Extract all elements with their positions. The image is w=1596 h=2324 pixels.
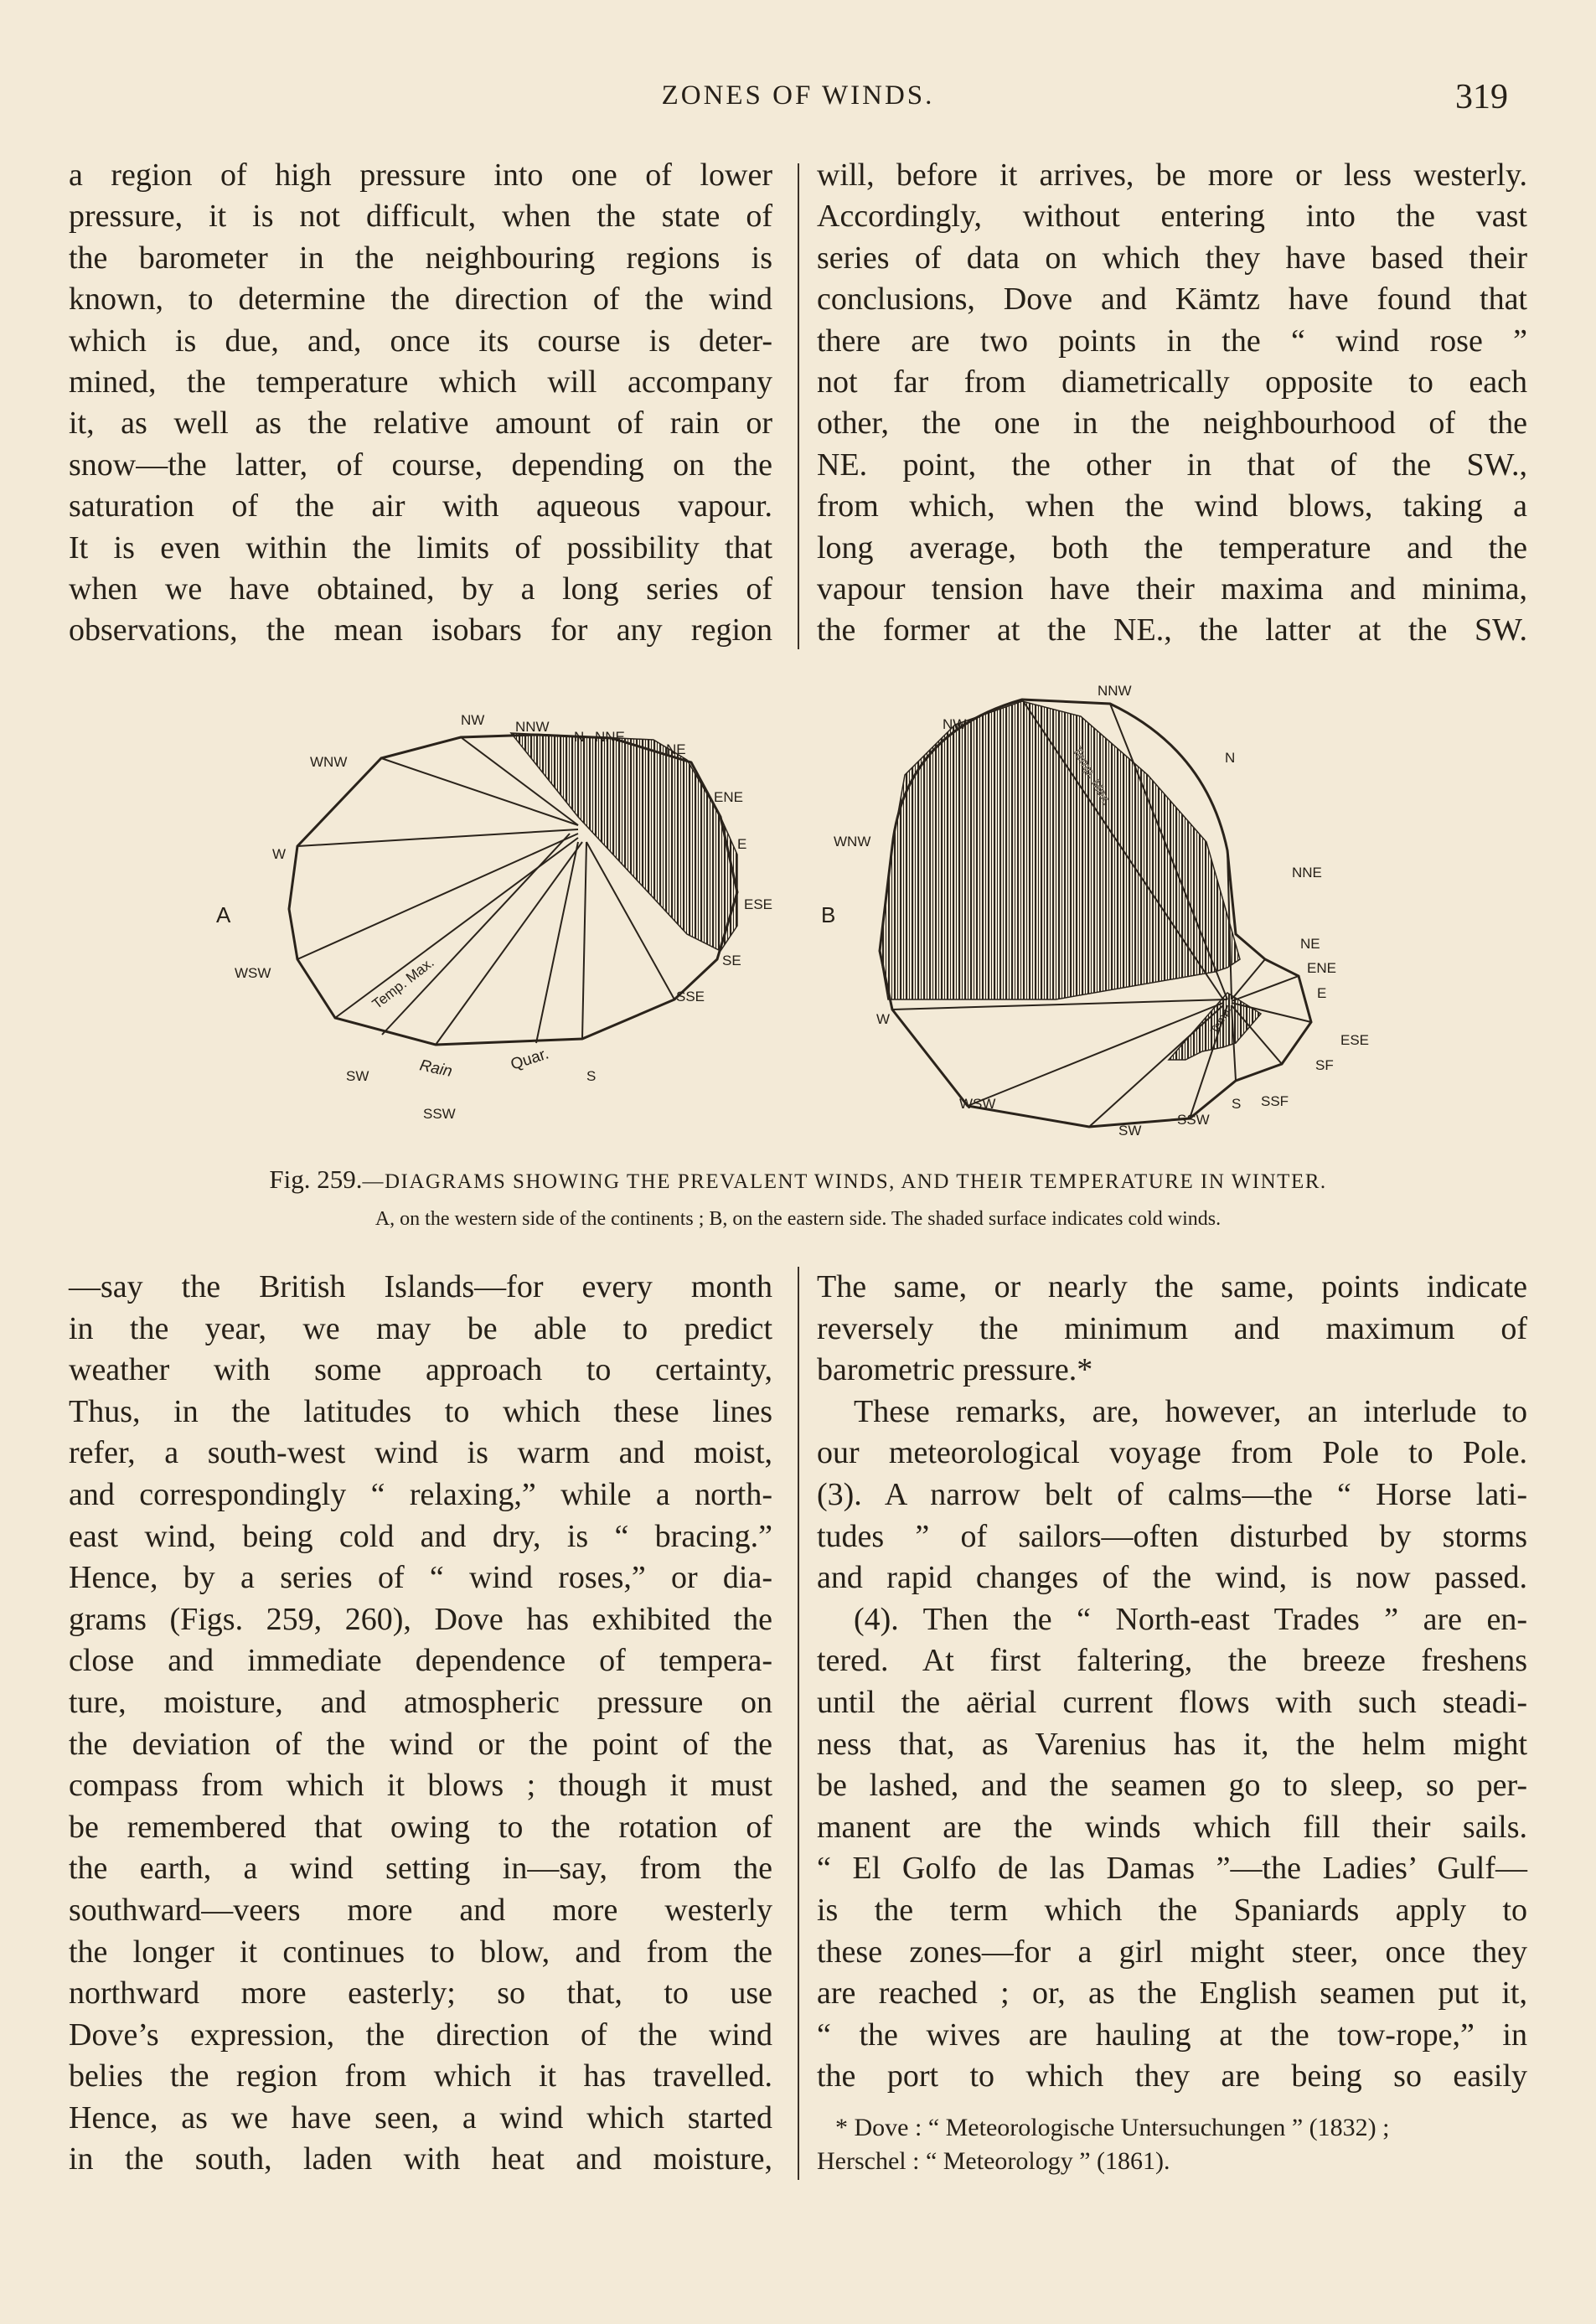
text-line: a region of high pressure into one of lower <box>69 158 772 193</box>
wind-rose-a <box>216 712 772 1122</box>
text-line: compass from which it blows ; though it must <box>69 1768 772 1804</box>
text-line: These remarks, are, however, an interlude to <box>854 1393 1527 1429</box>
compass-label: SSW <box>1177 1112 1210 1128</box>
text-line: Hence, by a series of “ wind roses,” or dia- <box>69 1560 772 1596</box>
bottom-right-column <box>817 1267 1527 2098</box>
header-title: ZONES OF WINDS. <box>661 80 935 111</box>
text-line: Hence, as we have seen, a wind which started <box>69 2099 772 2135</box>
compass-label: WSW <box>959 1096 996 1112</box>
text-line: reversely the minimum and maximum of <box>817 1310 1527 1346</box>
text-line: the earth, a wind setting in—say, from the <box>69 1851 772 1887</box>
compass-label: NW <box>461 712 485 728</box>
text-line: will, before it arrives, be more or less westerly. <box>817 158 1527 193</box>
text-line: until the aërial current flows with such steadi- <box>817 1684 1527 1720</box>
compass-label: N <box>1225 750 1236 766</box>
compass-label: WNW <box>310 754 348 770</box>
compass-label: SSE <box>676 989 705 1004</box>
text-line: —say the British Islands—for every month <box>69 1269 772 1304</box>
text-line: refer, a south-west wind is warm and moist, <box>69 1435 772 1471</box>
text-line: in the year, we may be able to predict <box>69 1310 772 1346</box>
text-line: the longer it continues to blow, and from the <box>69 1934 772 1970</box>
annotation-temp-max-a: Temp. Max. <box>369 954 437 1013</box>
compass-label: SF <box>1315 1057 1334 1073</box>
top-right-column <box>817 155 1527 652</box>
top-left-column <box>69 155 772 652</box>
text-line: (4). Then the “ North-east Trades ” are en- <box>854 1601 1527 1637</box>
text-line: manent are the winds which fill their sails. <box>817 1809 1527 1845</box>
text-line: known, to determine the direction of the wind <box>69 281 772 318</box>
text-line: is the term which the Spaniards apply to <box>817 1892 1527 1928</box>
text-line: conclusions, Dove and Kämtz have found that <box>817 281 1527 318</box>
compass-label: NNE <box>595 729 625 745</box>
text-line: other, the one in the neighbourhood of the <box>817 405 1527 442</box>
compass-label: ESE <box>1340 1032 1370 1048</box>
annotation-rain: Rain <box>417 1056 454 1082</box>
figure-subtitle: A, on the western side of the continents ; B, on the eastern side. The shaded surface indicates cold winds. <box>374 1208 1222 1230</box>
compass-label: S <box>1232 1096 1242 1112</box>
text-line: “ El Golfo de las Damas ”—the Ladies’ Gulf— <box>817 1851 1527 1887</box>
text-line: saturation of the air with aqueous vapour. <box>69 488 772 524</box>
wind-rose-figure <box>184 683 1424 1152</box>
text-line: barometric pressure.* <box>817 1352 1093 1388</box>
compass-label: SSW <box>423 1106 456 1122</box>
text-line: tudes ” of sailors—often disturbed by storms <box>817 1518 1527 1554</box>
text-line: not far from diametrically opposite to each <box>817 364 1527 400</box>
text-line: The same, or nearly the same, points indicate <box>817 1269 1527 1304</box>
cold-sector-b <box>880 701 1240 999</box>
text-line: which is due, and, once its course is deter- <box>69 323 772 359</box>
compass-label: ENE <box>1307 960 1336 976</box>
compass-label: NE <box>666 741 686 757</box>
text-line: Thus, in the latitudes to which these lines <box>69 1393 772 1429</box>
compass-label: SE <box>722 953 741 968</box>
text-line: and correspondingly “ relaxing,” while a north- <box>69 1476 772 1512</box>
compass-label: E <box>1317 985 1327 1001</box>
text-line: tered. At first faltering, the breeze freshens <box>817 1643 1527 1679</box>
text-line: series of data on which they have based their <box>817 240 1527 276</box>
compass-label: W <box>876 1011 891 1027</box>
compass-label: SW <box>1118 1123 1142 1139</box>
compass-label: S <box>586 1068 597 1084</box>
page-number: 319 <box>1455 78 1508 116</box>
compass-label: NNE <box>1292 865 1322 881</box>
text-line: northward more easterly; so that, to use <box>69 1975 772 2012</box>
column-divider <box>798 1267 799 2180</box>
text-line: and rapid changes of the wind, is now passed. <box>817 1560 1527 1596</box>
text-line: in the south, laden with heat and moisture, <box>69 2141 772 2177</box>
figure-title: —DIAGRAMS SHOWING THE PREVALENT WINDS, AND THEIR TEMPERATURE IN WINTER. <box>362 1170 1327 1193</box>
text-line: there are two points in the “ wind rose ” <box>817 323 1527 359</box>
wind-rose-b <box>821 683 1369 1139</box>
text-line: the deviation of the wind or the point of the <box>69 1726 772 1762</box>
text-line: it, as well as the relative amount of rain or <box>69 405 772 442</box>
text-line: be lashed, and the seamen go to sleep, so per- <box>817 1768 1527 1804</box>
text-line: our meteorological voyage from Pole to Pole. <box>817 1435 1527 1471</box>
text-line: ness that, as Varenius has it, the helm might <box>817 1726 1527 1762</box>
cold-sector-a <box>511 733 737 951</box>
compass-label: NE <box>1300 936 1320 952</box>
text-line: these zones—for a girl might steer, once they <box>817 1934 1527 1970</box>
compass-label: SW <box>346 1068 369 1084</box>
text-line: It is even within the limits of possibility that <box>69 529 772 566</box>
text-line: snow—the latter, of course, depending on the <box>69 447 772 483</box>
label-letter-b: B <box>821 902 836 927</box>
text-line: NE. point, the other in that of the SW., <box>817 447 1527 483</box>
compass-label: NNW <box>515 719 550 735</box>
compass-label: N <box>574 729 585 745</box>
text-line: ture, moisture, and atmospheric pressure on <box>69 1684 772 1720</box>
compass-label: ESE <box>744 896 773 912</box>
text-line: long average, both the temperature and the <box>817 529 1527 566</box>
annotation-temp-max-b: Temp. Max. <box>1069 744 1115 808</box>
text-line: the port to which they are being so easily <box>817 2058 1527 2094</box>
text-line: vapour tension have their maxima and minima, <box>817 571 1527 607</box>
text-line: Accordingly, without entering into the vast <box>817 199 1527 235</box>
compass-label: WNW <box>834 834 871 850</box>
compass-label: SSF <box>1261 1093 1289 1109</box>
text-line: pressure, it is not difficult, when the state of <box>69 199 772 235</box>
compass-label: E <box>737 836 747 852</box>
compass-label: NNW <box>1098 683 1132 699</box>
compass-label: W <box>272 846 287 862</box>
footnote-line: * Dove : “ Meteorologische Untersuchungen ” (1832) ; <box>835 2114 1390 2141</box>
text-line: (3). A narrow belt of calms—the “ Horse lati- <box>817 1476 1527 1512</box>
text-line: from which, when the wind blows, taking a <box>817 488 1527 524</box>
bottom-left-column <box>69 1267 772 2181</box>
text-line: weather with some approach to certainty, <box>69 1352 772 1388</box>
label-letter-a: A <box>216 902 231 927</box>
text-line: belies the region from which it has travelled. <box>69 2058 772 2094</box>
compass-label: WSW <box>235 965 271 981</box>
text-line: the barometer in the neighbouring regions is <box>69 240 772 276</box>
column-divider <box>798 163 799 649</box>
text-line: the former at the NE., the latter at the SW. <box>817 612 1527 648</box>
compass-label: ENE <box>714 789 743 805</box>
text-line: Dove’s expression, the direction of the wind <box>69 2017 772 2053</box>
annotation-quar: Quar. <box>509 1045 551 1074</box>
text-line: when we have obtained, by a long series of <box>69 571 772 607</box>
text-line: mined, the temperature which will accompany <box>69 364 772 400</box>
text-line: are reached ; or, as the English seamen put it, <box>817 1975 1527 2012</box>
footnote-line: Herschel : “ Meteorology ” (1861). <box>817 2147 1170 2175</box>
compass-label: NW <box>943 716 967 732</box>
text-line: close and immediate dependence of tempera- <box>69 1643 772 1679</box>
figure-label: Fig. 259. <box>269 1165 363 1194</box>
text-line: “ the wives are hauling at the tow-rope,” in <box>817 2017 1527 2053</box>
text-line: east wind, being cold and dry, is “ bracing.” <box>69 1518 772 1554</box>
text-line: be remembered that owing to the rotation of <box>69 1809 772 1845</box>
text-line: observations, the mean isobars for any region <box>69 612 772 648</box>
figure-caption <box>0 1165 1596 1195</box>
text-line: southward—veers more and more westerly <box>69 1892 772 1928</box>
footnote <box>817 2111 1527 2178</box>
annotation-temp-b: Temp. <box>1207 1004 1234 1036</box>
text-line: grams (Figs. 259, 260), Dove has exhibited the <box>69 1601 772 1637</box>
